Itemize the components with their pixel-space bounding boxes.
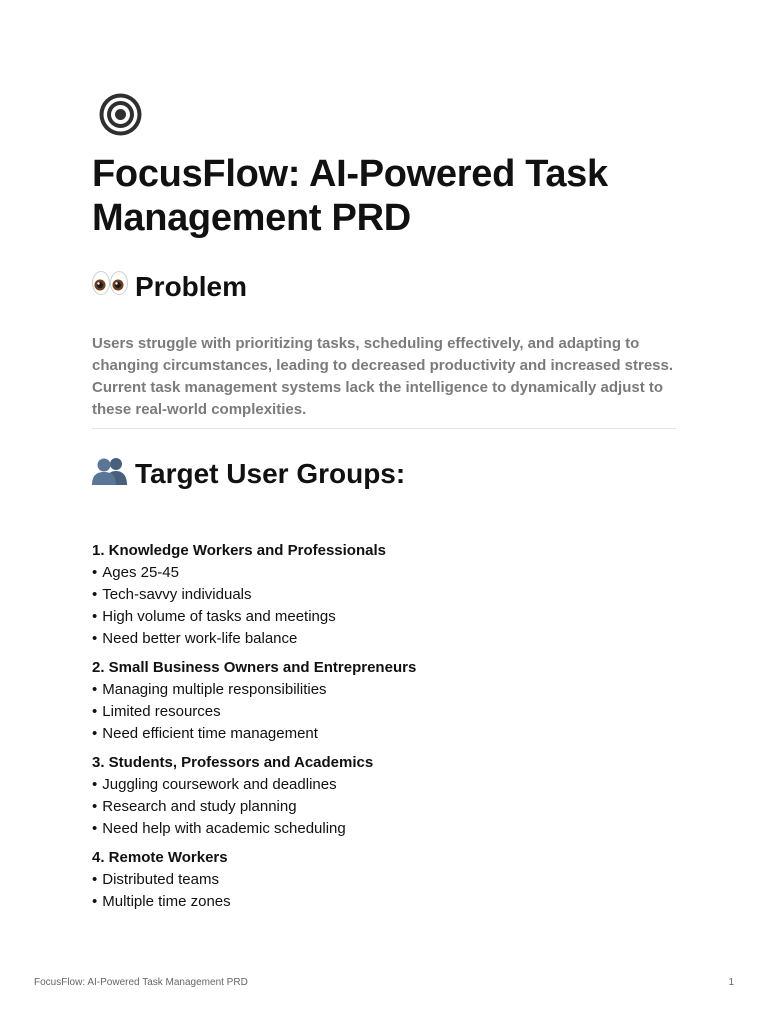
list-item-text: Ages 25-45: [102, 564, 179, 581]
list-item: [92, 891, 682, 913]
user-group-items: [92, 562, 682, 650]
people-icon: [92, 455, 128, 493]
problem-heading-label: Problem: [135, 271, 248, 302]
user-group-items: [92, 774, 682, 840]
list-item-text: Research and study planning: [102, 798, 297, 815]
list-item-text: Juggling coursework and deadlines: [102, 776, 337, 793]
list-item: [92, 606, 682, 628]
page-title: FocusFlow: AI-Powered Task Management PRD: [92, 153, 608, 239]
target-users-heading: [92, 455, 405, 493]
problem-heading: [92, 270, 247, 304]
bullet: •: [92, 564, 98, 581]
user-group: [92, 752, 682, 840]
list-item-text: Need better work-life balance: [102, 630, 298, 647]
list-item: [92, 701, 682, 723]
target-icon: [99, 93, 142, 136]
list-item-text: Managing multiple responsibilities: [102, 681, 327, 698]
user-group-title: 3. Students, Professors and Academics: [92, 754, 374, 771]
bullet: •: [92, 820, 98, 837]
list-item-text: Limited resources: [102, 703, 221, 720]
list-item: [92, 584, 682, 606]
problem-description: Users struggle with prioritizing tasks, scheduling effectively, and adapting to changing circumstances, leading to decreased productivity and increased stress. Current task management systems lack the intelligence to dynamically adjust to these real-world complexities.: [92, 335, 674, 418]
list-item: [92, 774, 682, 796]
list-item: [92, 562, 682, 584]
list-item: [92, 796, 682, 818]
list-item-text: Need help with academic scheduling: [102, 820, 346, 837]
bullet: •: [92, 608, 98, 625]
user-group-title: 4. Remote Workers: [92, 849, 228, 866]
list-item: [92, 869, 682, 891]
list-item: [92, 679, 682, 701]
bullet: •: [92, 703, 98, 720]
user-group-title: 1. Knowledge Workers and Professionals: [92, 542, 386, 559]
list-item: [92, 723, 682, 745]
bullet: •: [92, 798, 98, 815]
bullet: •: [92, 630, 98, 647]
list-item-text: Need efficient time management: [102, 725, 318, 742]
section-divider: [92, 428, 676, 429]
bullet: •: [92, 586, 98, 603]
list-item-text: Tech-savvy individuals: [102, 586, 252, 603]
user-group: [92, 657, 682, 745]
target-users-heading-label: Target User Groups:: [135, 458, 406, 489]
list-item: [92, 628, 682, 650]
user-group-items: [92, 869, 682, 913]
list-item-text: High volume of tasks and meetings: [102, 608, 336, 625]
user-group-items: [92, 679, 682, 745]
user-group: [92, 540, 682, 650]
bullet: •: [92, 893, 98, 910]
bullet: •: [92, 776, 98, 793]
bullet: •: [92, 871, 98, 888]
footer-document-title: FocusFlow: AI-Powered Task Management PRD: [34, 977, 248, 988]
list-item-text: Distributed teams: [102, 871, 219, 888]
footer-page-number: 1: [728, 977, 734, 988]
user-groups-list: [92, 540, 682, 920]
list-item: [92, 818, 682, 840]
eyes-icon: [92, 270, 128, 304]
user-group: [92, 847, 682, 913]
bullet: •: [92, 725, 98, 742]
bullet: •: [92, 681, 98, 698]
user-group-title: 2. Small Business Owners and Entrepreneurs: [92, 659, 417, 676]
list-item-text: Multiple time zones: [102, 893, 231, 910]
